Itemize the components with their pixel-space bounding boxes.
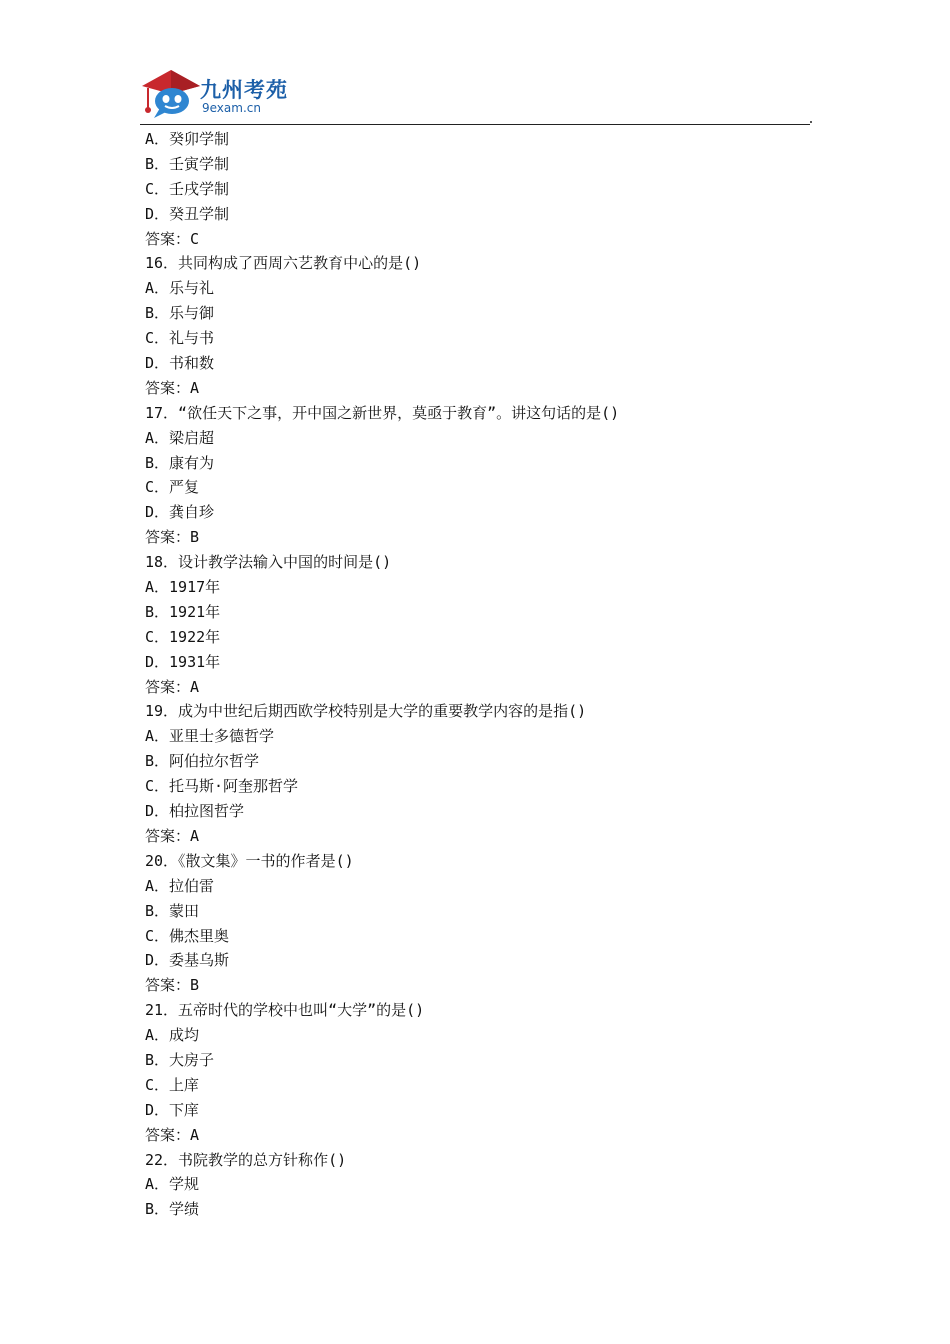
option-line: C．礼与书 (145, 329, 215, 348)
option-line: A．学规 (145, 1175, 200, 1194)
option-line: A．梁启超 (145, 428, 215, 447)
answer-line: 答案：A (145, 1125, 200, 1144)
option-line: D．下庠 (145, 1100, 200, 1119)
option-line: A．成均 (145, 1026, 200, 1045)
brand-name: 九州考苑 (200, 78, 288, 102)
option-line: C．佛杰里奥 (145, 926, 230, 945)
option-line: C．托马斯·阿奎那哲学 (145, 777, 299, 796)
option-line: B．大房子 (145, 1050, 215, 1069)
option-line: B．乐与御 (145, 304, 215, 323)
option-line: B．1921年 (145, 602, 221, 621)
question-line: 22．书院教学的总方针称作() (145, 1150, 347, 1169)
answer-line: 答案：A (145, 677, 200, 696)
question-line: 18．设计教学法输入中国的时间是() (145, 553, 392, 572)
option-line: B．壬寅学制 (145, 154, 230, 173)
answer-line: 答案：C (145, 229, 200, 248)
answer-line: 答案：B (145, 528, 200, 547)
option-line: A．乐与礼 (145, 279, 215, 298)
option-line: B．学绩 (145, 1200, 200, 1219)
option-line: A．拉伯雷 (145, 876, 215, 895)
option-line: D．1931年 (145, 652, 221, 671)
answer-line: 答案：B (145, 976, 200, 995)
option-line: D．龚自珍 (145, 503, 215, 522)
answer-line: 答案：A (145, 826, 200, 845)
option-line: B．阿伯拉尔哲学 (145, 752, 260, 771)
option-line: D．癸丑学制 (145, 204, 230, 223)
option-line: B．康有为 (145, 453, 215, 472)
option-line: D．柏拉图哲学 (145, 802, 245, 821)
question-list (145, 127, 805, 1222)
logo (140, 64, 310, 120)
option-line: B．蒙田 (145, 901, 200, 920)
divider-end-mark (810, 121, 812, 123)
option-line: C．壬戌学制 (145, 179, 230, 198)
question-line: 19．成为中世纪后期西欧学校特别是大学的重要教学内容的是指() (145, 702, 587, 721)
option-line: C．上庠 (145, 1075, 200, 1094)
question-line: 16．共同构成了西周六艺教育中心的是() (145, 254, 422, 273)
header-divider (140, 124, 810, 125)
option-line: A．癸卯学制 (145, 130, 230, 148)
question-line: 21．五帝时代的学校中也叫“大学”的是() (145, 1001, 425, 1020)
question-line: 20．《散文集》一书的作者是() (145, 851, 354, 870)
answer-line: 答案：A (145, 378, 200, 397)
question-line: 17．“欲任天下之事，开中国之新世界，莫亟于教育”。讲这句话的是() (145, 403, 620, 422)
option-line: C．1922年 (145, 627, 221, 646)
option-line: D．委基乌斯 (145, 951, 230, 970)
brand-domain: 9exam.cn (202, 101, 261, 115)
page-header (140, 64, 812, 124)
option-line: C．严复 (145, 478, 200, 497)
option-line: A．1917年 (145, 578, 221, 597)
option-line: D．书和数 (145, 354, 215, 373)
option-line: A．亚里士多德哲学 (145, 727, 275, 746)
graduation-cap-chat-icon (140, 64, 202, 120)
